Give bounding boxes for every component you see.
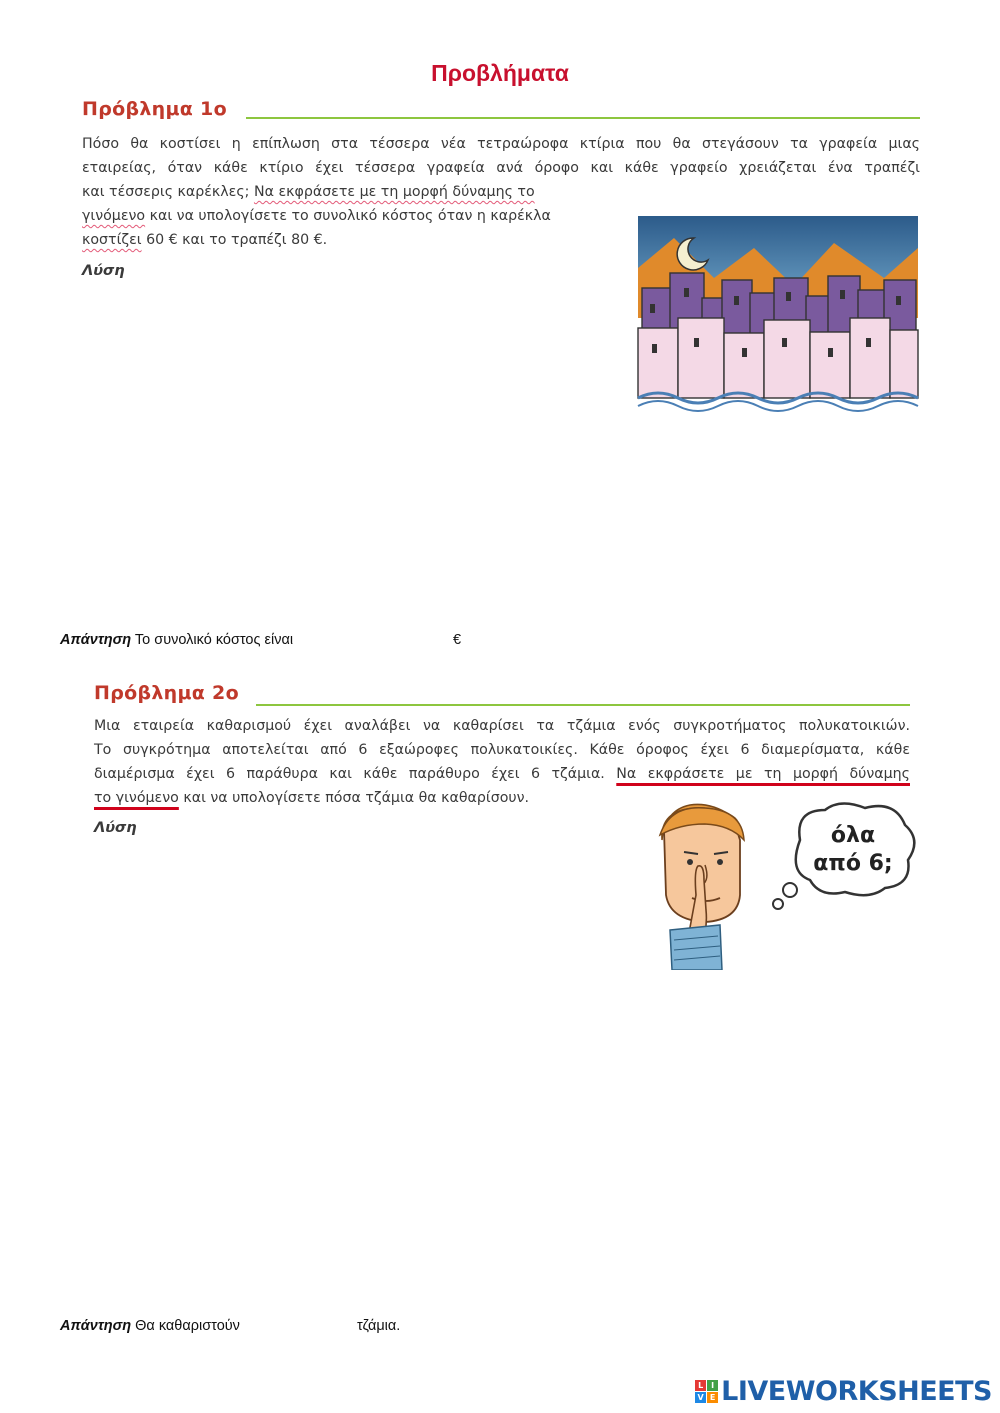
- liveworksheets-logo[interactable]: [695, 1376, 992, 1407]
- problem-1-highlight: κοστίζει: [82, 232, 142, 248]
- problem-1-heading: Πρόβλημα 1ο: [82, 98, 227, 120]
- problem-1-heading-rule: [246, 117, 920, 119]
- problem-2-highlight: το γινόμενο: [94, 790, 179, 806]
- problem-2-answer-text: Θα καθαριστούν: [135, 1318, 240, 1334]
- problem-2-answer: [60, 1318, 240, 1334]
- problem-2-line: Μια εταιρεία καθαρισμού έχει αναλάβει να καθαρίσει τα τζάμια ενός συγκροτήματος πολυκατοικιών.: [94, 718, 910, 734]
- problem-2-highlight: Να εκφράσετε με τη μορφή δύναμης: [616, 766, 910, 782]
- problem-1-line: εταιρείας, όταν κάθε κτίριο έχει τέσσερα γραφεία ανά όροφο και κάθε γραφείο χρειάζεται ένα τραπέζι: [82, 160, 920, 176]
- bubble-text-2: από 6;: [813, 851, 893, 876]
- problem-2-answer-input[interactable]: [276, 1314, 352, 1336]
- problem-1-answer-label: Απάντηση: [60, 632, 132, 648]
- problem-2-line: και να υπολογίσετε πόσα τζάμια θα καθαρίσουν.: [178, 790, 530, 806]
- bubble-text-1: όλα: [830, 823, 876, 848]
- city-night-illustration: [634, 208, 922, 416]
- liveworksheets-logo-icon: [695, 1380, 718, 1403]
- thinking-boy-illustration: [650, 800, 920, 970]
- problem-2-heading-rule: [256, 704, 910, 706]
- problem-1-line: Πόσο θα κοστίσει η επίπλωση στα τέσσερα νέα τετραώροφα κτίρια που θα στεγάσουν τα γραφεία μιας: [82, 136, 920, 152]
- problem-1-answer: [60, 632, 293, 648]
- problem-1-answer-input[interactable]: [340, 628, 448, 650]
- problem-2-heading: Πρόβλημα 2ο: [94, 682, 239, 704]
- logo-letter: I: [707, 1380, 718, 1391]
- problem-2-solution-label: Λύση: [94, 820, 137, 836]
- problem-2-line: διαμέρισμα έχει 6 παράθυρα και κάθε παράθυρο έχει 6 τζάμια.: [94, 766, 617, 782]
- logo-letter: E: [707, 1392, 718, 1403]
- problem-1-answer-text: Το συνολικό κόστος είναι: [134, 632, 294, 648]
- problem-1-highlight: γινόμενο: [82, 208, 146, 224]
- problem-1-solution-label: Λύση: [82, 263, 125, 279]
- problem-1-highlight: Να εκφράσετε με τη μορφή δύναμης το: [253, 184, 535, 200]
- page-title: Προβλήματα: [431, 60, 569, 86]
- problem-2-answer-unit: τζάμια.: [357, 1318, 401, 1334]
- problem-2-text: [94, 714, 910, 810]
- problem-2-line: Το συγκρότημα αποτελείται από 6 εξαώροφες πολυκατοικίες. Κάθε όροφος έχει 6 διαμερίσματα, κάθε: [94, 742, 910, 758]
- problem-1-line: και τέσσερις καρέκλες;: [82, 184, 254, 200]
- problem-1-line: και να υπολογίσετε το συνολικό κόστος όταν η καρέκλα: [145, 208, 551, 224]
- problem-1-line: 60 € και το τραπέζι 80 €.: [141, 232, 328, 248]
- problem-2-answer-label: Απάντηση: [60, 1318, 132, 1334]
- liveworksheets-logo-text: LIVEWORKSHEETS: [721, 1376, 992, 1407]
- logo-letter: V: [695, 1392, 706, 1403]
- problem-1-answer-unit: €: [453, 632, 462, 648]
- logo-letter: L: [695, 1380, 706, 1391]
